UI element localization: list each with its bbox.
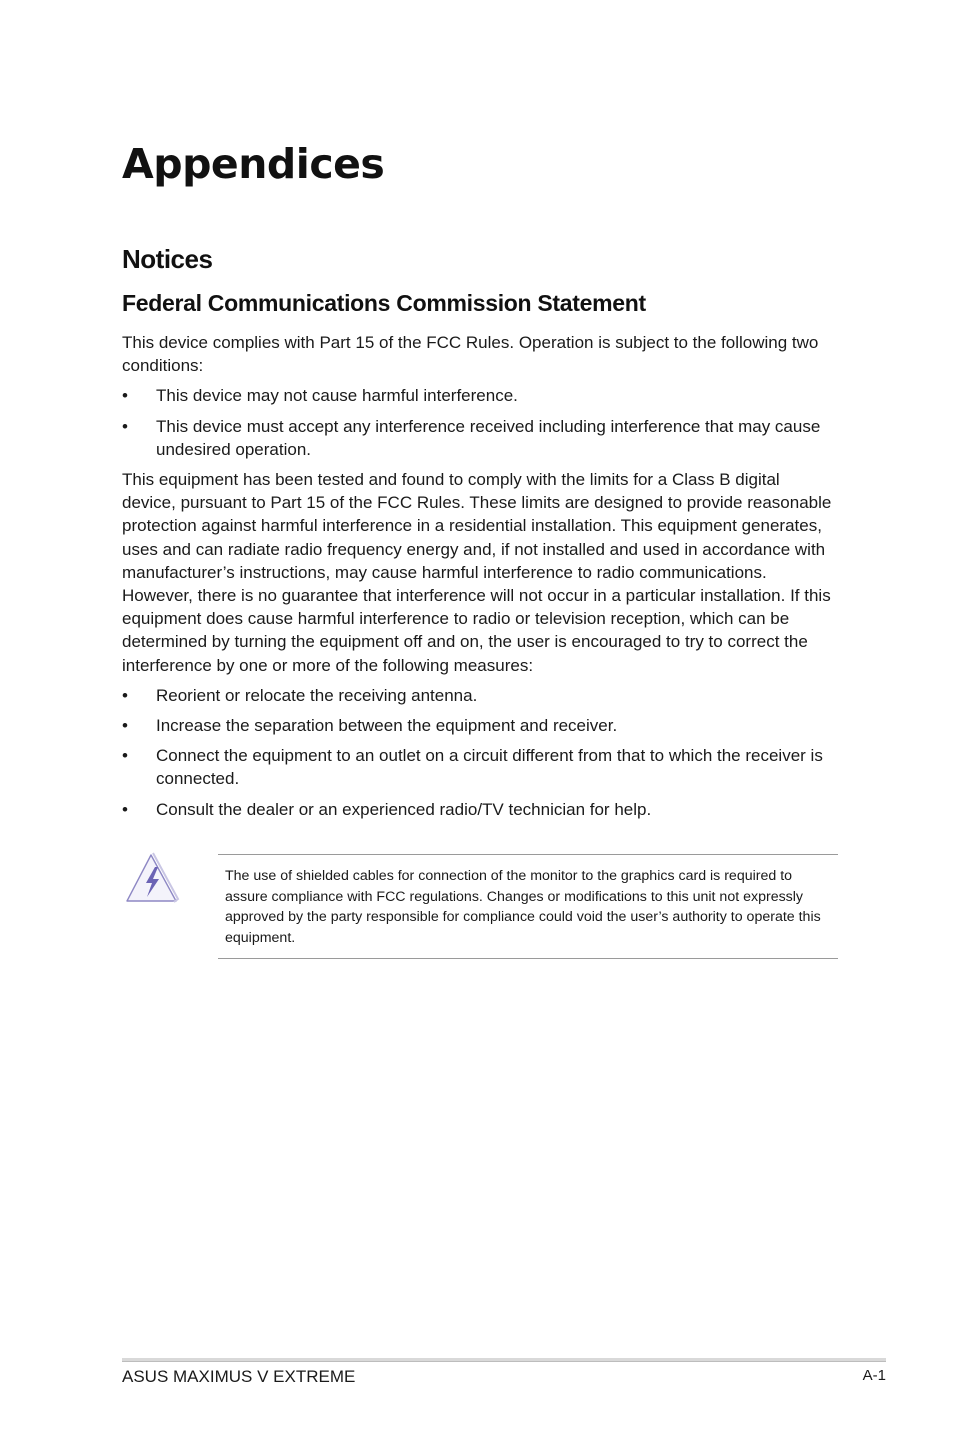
main-content (122, 331, 838, 828)
footer-product-name: ASUS MAXIMUS V EXTREME (122, 1367, 356, 1386)
list-item-text: Connect the equipment to an outlet on a circuit different from that to which the receiver is connected. (156, 746, 823, 789)
warning-lightning-icon (124, 852, 180, 906)
section-title: Notices (122, 244, 213, 274)
list-item-text: Reorient or relocate the receiving antenna. (156, 685, 478, 705)
list-item (122, 714, 838, 737)
page-title: Appendices (122, 140, 385, 188)
intro-paragraph: This device complies with Part 15 of the FCC Rules. Operation is subject to the following two conditions: (122, 333, 819, 376)
list-item (122, 415, 838, 461)
footer-page-number: A-1 (862, 1367, 886, 1384)
list-item-text: This device must accept any interference received including interference that may cause undesired operation. (156, 416, 821, 459)
list-item (122, 684, 838, 707)
list-item (122, 798, 838, 821)
bullet-marker: • (122, 416, 128, 436)
bullet-marker: • (122, 746, 128, 766)
measures-list (122, 684, 838, 821)
bullet-marker: • (122, 799, 128, 819)
list-item (122, 384, 838, 407)
conditions-list (122, 384, 838, 461)
note-text: The use of shielded cables for connection of the monitor to the graphics card is required to assure compliance with FCC regulations. Changes or modifications to this unit not expressly approved by the party responsible for compliance could void the user’s authority to operate this equipment. (225, 868, 821, 947)
subsection-title: Federal Communications Commission Statement (122, 290, 646, 316)
list-item (122, 744, 838, 790)
bullet-marker: • (122, 716, 128, 736)
list-item-text: Consult the dealer or an experienced radio/TV technician for help. (156, 799, 652, 819)
fcc-note-box (218, 854, 838, 959)
bullet-marker: • (122, 386, 128, 406)
list-item-text: Increase the separation between the equipment and receiver. (156, 716, 618, 736)
bullet-marker: • (122, 685, 128, 705)
compliance-paragraph: This equipment has been tested and found to comply with the limits for a Class B digital device, pursuant to Part 15 of the FCC Rules. These limits are designed to provide reasonable protection against harmful interference in a residential installation. This equipment generates, uses and can radiate radio frequency energy and, if not installed and used in accordance with manufacturer’s instructions, may cause harmful interference to radio communications. However, there is no guarantee that interference will not occur in a particular installation. If this equipment does cause harmful interference to radio or television reception, which can be determined by turning the equipment off and on, the user is encouraged to try to correct the interference by one or more of the following measures: (122, 470, 832, 675)
footer-divider (122, 1358, 886, 1362)
list-item-text: This device may not cause harmful interference. (156, 386, 518, 406)
